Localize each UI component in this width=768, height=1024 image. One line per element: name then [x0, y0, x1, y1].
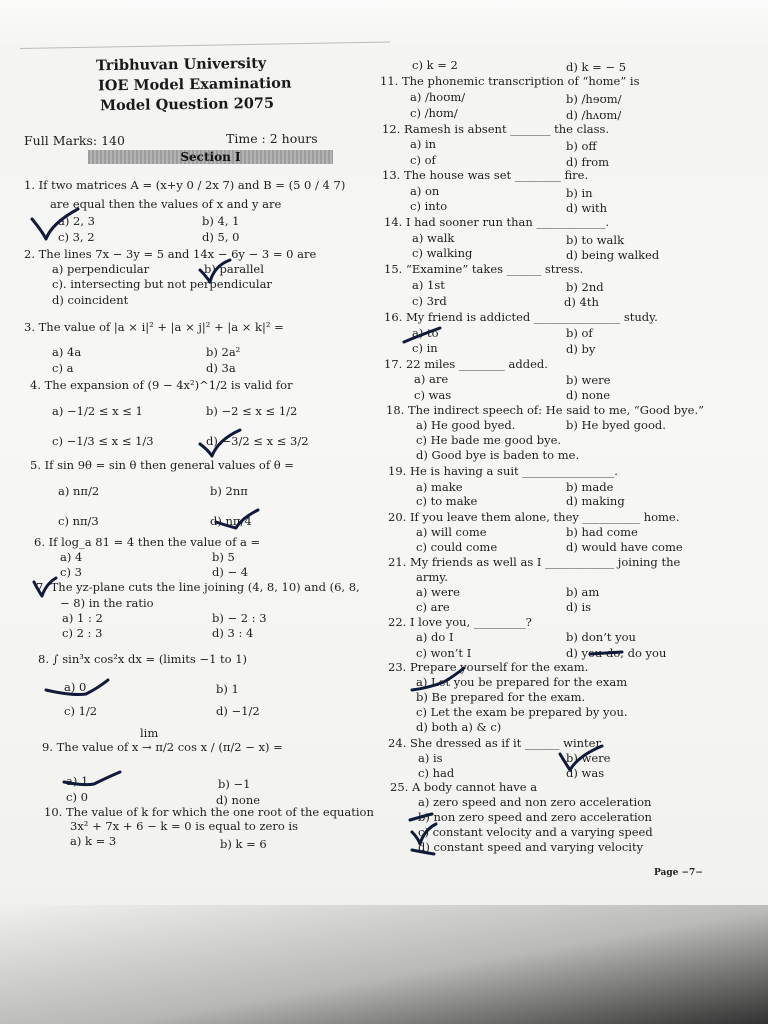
right-col-line: b) /hɘʊm/	[566, 92, 622, 106]
left-col-line: c) 2 : 3	[62, 626, 103, 640]
left-col-line: lim	[140, 726, 159, 740]
left-col-line: a) 4a	[52, 345, 82, 359]
left-col-line: b) 1	[216, 682, 239, 696]
right-col-line: b) were	[566, 751, 611, 765]
left-col-line: d) 3 : 4	[212, 626, 254, 640]
right-col-line: a) walk	[412, 231, 455, 245]
answer-tick-q9	[60, 768, 124, 792]
left-col-line: b) parallel	[204, 262, 264, 276]
right-col-line: d) you do, do you	[566, 646, 667, 660]
right-col-line: 14. I had sooner run than ____________.	[384, 215, 610, 229]
right-col-line: 11. The phonemic transcription of “home” is	[380, 74, 640, 88]
right-col-line: c) of	[410, 153, 436, 167]
right-col-line: 18. The indirect speech of: He said to me, “Good bye.”	[386, 403, 705, 417]
page-bottom-shadow	[0, 905, 768, 1024]
right-col-line: 17. 22 miles ________ added.	[384, 357, 548, 371]
left-col-line: b) −2 ≤ x ≤ 1/2	[206, 404, 298, 418]
left-col-line: c) 3	[60, 565, 82, 579]
right-col-line: 22. I love you, _________?	[388, 615, 532, 629]
left-col-line: 3. The value of |a × i|² + |a × j|² + |a × k|² =	[24, 320, 284, 334]
right-col-line: d) making	[566, 494, 625, 508]
right-col-line: c) to make	[416, 494, 478, 508]
right-col-line: b) non zero speed and zero acceleration	[418, 810, 652, 824]
right-col-line: c) could come	[416, 540, 498, 554]
answer-tick-q16	[400, 322, 444, 350]
answer-tick-q23	[408, 664, 468, 694]
right-col-line: a) on	[410, 184, 440, 198]
right-col-line: 13. The house was set ________ fire.	[382, 168, 589, 182]
right-col-line: d) k = − 5	[566, 60, 627, 74]
left-col-line: b) 2a²	[206, 345, 241, 359]
time-allowed: Time : 2 hours	[226, 131, 318, 146]
right-col-line: 20. If you leave them alone, they __________ home.	[388, 510, 680, 524]
right-col-line: b) Be prepared for the exam.	[416, 690, 586, 704]
left-col-line: c) 3, 2	[58, 230, 95, 244]
right-col-line: d) would have come	[566, 540, 683, 554]
right-col-line: c) had	[418, 766, 455, 780]
paper-title: Model Question 2075	[99, 94, 275, 115]
left-col-line: d) nπ/4	[210, 514, 252, 528]
left-col-line: c) 1/2	[64, 704, 98, 718]
right-col-line: a) do I	[416, 630, 454, 644]
left-col-line: c) −1/3 ≤ x ≤ 1/3	[52, 434, 154, 448]
answer-tick-q7	[30, 574, 60, 600]
left-col-line: 7. The yz-plane cuts the line joining (4, 8, 10) and (6, 8,	[36, 580, 360, 594]
left-col-line: d) coincident	[52, 293, 129, 307]
left-col-line: 5. If sin 9θ = sin θ then general values of θ =	[30, 458, 294, 472]
right-col-line: c) are	[416, 600, 450, 614]
left-col-line: b) 4, 1	[202, 214, 240, 228]
left-col-line: d) −1/2	[216, 704, 260, 718]
section-title: Section I	[180, 150, 241, 164]
right-col-line: 12. Ramesh is absent _______ the class.	[382, 122, 610, 136]
right-col-line: c) constant velocity and a varying speed	[418, 825, 653, 839]
left-col-line: b) 2nπ	[210, 484, 248, 498]
left-col-line: a) perpendicular	[52, 262, 150, 276]
left-col-line: b) k = 6	[220, 837, 267, 851]
right-col-line: b) to walk	[566, 233, 625, 247]
right-col-line: a) to	[412, 326, 439, 340]
left-col-line: 8. ∫ sin³x cos²x dx = (limits −1 to 1)	[38, 652, 248, 666]
left-col-line: b) 5	[212, 550, 235, 564]
left-col-line: a) 1	[66, 774, 89, 788]
right-col-line: d) constant speed and varying velocity	[418, 840, 644, 854]
answer-tick-q22	[586, 646, 626, 662]
answer-tick-q24	[556, 742, 606, 776]
left-col-line: d) −3/2 ≤ x ≤ 3/2	[206, 434, 309, 448]
left-col-line: a) nπ/2	[58, 484, 100, 498]
right-col-line: b) He byed good.	[566, 418, 666, 432]
left-col-line: 9. The value of x → π/2 cos x / (π/2 − x) =	[42, 740, 283, 754]
left-col-line: 10. The value of k for which the one root of the equation	[44, 805, 374, 819]
right-col-line: b) of	[566, 326, 593, 340]
right-col-line: b) made	[566, 480, 614, 494]
right-col-line: b) don’t you	[566, 630, 636, 644]
right-col-line: d) was	[566, 766, 605, 780]
answer-tick-q25	[406, 810, 440, 860]
right-col-line: d) being walked	[566, 248, 660, 262]
university-name: Tribhuvan University	[95, 54, 267, 75]
section-heading-bar	[88, 150, 333, 164]
right-col-line: c) He bade me good bye.	[416, 433, 562, 447]
right-col-line: 23. Prepare yourself for the exam.	[388, 660, 589, 674]
left-col-line: 1. If two matrices A = (x+y 0 / 2x 7) and B = (5 0 / 4 7)	[24, 178, 346, 192]
right-col-line: 16. My friend is addicted _______________ study.	[384, 310, 658, 324]
right-col-line: c) /hʊm/	[410, 106, 458, 120]
left-col-line: b) − 2 : 3	[212, 611, 267, 625]
left-col-line: d) − 4	[212, 565, 249, 579]
left-col-line: a) −1/2 ≤ x ≤ 1	[52, 404, 143, 418]
right-col-line: army.	[416, 570, 448, 584]
answer-tick-q4	[196, 426, 246, 460]
right-col-line: c) into	[410, 199, 448, 213]
right-col-line: c) won’t I	[416, 646, 472, 660]
right-col-line: a) in	[410, 137, 437, 151]
right-col-line: a) He good byed.	[416, 418, 516, 432]
right-col-line: b) had come	[566, 525, 638, 539]
exam-name: IOE Model Examination	[97, 74, 292, 95]
left-col-line: c) 0	[66, 790, 88, 804]
right-col-line: d) none	[566, 388, 611, 402]
left-col-line: c). intersecting but not perpendicular	[52, 277, 272, 291]
right-col-line: c) walking	[412, 246, 473, 260]
right-col-line: d) is	[566, 600, 592, 614]
right-col-line: 21. My friends as well as I ____________ joining the	[388, 555, 681, 569]
right-col-line: d) 4th	[564, 295, 599, 309]
left-col-line: 4. The expansion of (9 − 4x²)^1/2 is valid for	[30, 378, 293, 392]
left-col-line: a) 1 : 2	[62, 611, 103, 625]
left-col-line: b) −1	[218, 777, 251, 791]
right-col-line: c) k = 2	[412, 58, 458, 72]
right-col-line: d) /hʌʊm/	[566, 108, 622, 122]
right-col-line: a) zero speed and non zero acceleration	[418, 795, 652, 809]
right-col-line: a) is	[418, 751, 443, 765]
page-number: Page −7−	[654, 868, 703, 878]
left-col-line: a) 4	[60, 550, 83, 564]
right-col-line: d) both a) & c)	[416, 720, 502, 734]
right-col-line: b) 2nd	[566, 280, 604, 294]
left-col-line: d) 5, 0	[202, 230, 240, 244]
left-col-line: 2. The lines 7x − 3y = 5 and 14x − 6y − 3 = 0 are	[24, 247, 317, 261]
right-col-line: b) in	[566, 186, 593, 200]
right-col-line: 25. A body cannot have a	[390, 780, 538, 794]
left-col-line: d) none	[216, 793, 261, 807]
left-col-line: 3x² + 7x + 6 − k = 0 is equal to zero is	[70, 819, 298, 833]
answer-tick-q1	[28, 205, 88, 245]
left-col-line: a) 2, 3	[58, 214, 95, 228]
right-col-line: c) Let the exam be prepared by you.	[416, 705, 628, 719]
right-col-line: d) by	[566, 342, 596, 356]
left-col-line: c) nπ/3	[58, 514, 99, 528]
left-col-line: c) a	[52, 361, 74, 375]
right-col-line: a) 1st	[412, 278, 445, 292]
right-col-line: a) are	[414, 372, 449, 386]
left-col-line: are equal then the values of x and y are	[50, 197, 282, 211]
right-col-line: 19. He is having a suit ________________.	[388, 464, 618, 478]
left-col-line: − 8) in the ratio	[60, 596, 154, 610]
left-col-line: 6. If log_a 81 = 4 then the value of a =	[34, 535, 261, 549]
right-col-line: c) in	[412, 341, 438, 355]
right-col-line: b) am	[566, 585, 600, 599]
answer-tick-q8	[42, 676, 112, 702]
right-col-line: b) were	[566, 373, 611, 387]
left-col-line: d) 3a	[206, 361, 236, 375]
full-marks: Full Marks: 140	[24, 133, 125, 148]
right-col-line: 24. She dressed as if it ______ winter.	[388, 736, 604, 750]
right-col-line: a) will come	[416, 525, 487, 539]
right-col-line: c) 3rd	[412, 294, 447, 308]
right-col-line: 15. “Examine” takes ______ stress.	[384, 262, 584, 276]
answer-tick-q2	[196, 256, 236, 286]
right-col-line: a) /hoʊm/	[410, 90, 466, 104]
right-col-line: b) off	[566, 139, 597, 153]
left-col-line: a) k = 3	[70, 834, 117, 848]
right-col-line: d) Good bye is baden to me.	[416, 448, 580, 462]
right-col-line: c) was	[414, 388, 452, 402]
answer-tick-q5	[212, 506, 262, 532]
right-col-line: a) make	[416, 480, 463, 494]
right-col-line: a) were	[416, 585, 460, 599]
right-col-line: a) Let you be prepared for the exam	[416, 675, 628, 689]
right-col-line: d) from	[566, 155, 610, 169]
right-col-line: d) with	[566, 201, 608, 215]
left-col-line: a) 0	[64, 680, 87, 694]
